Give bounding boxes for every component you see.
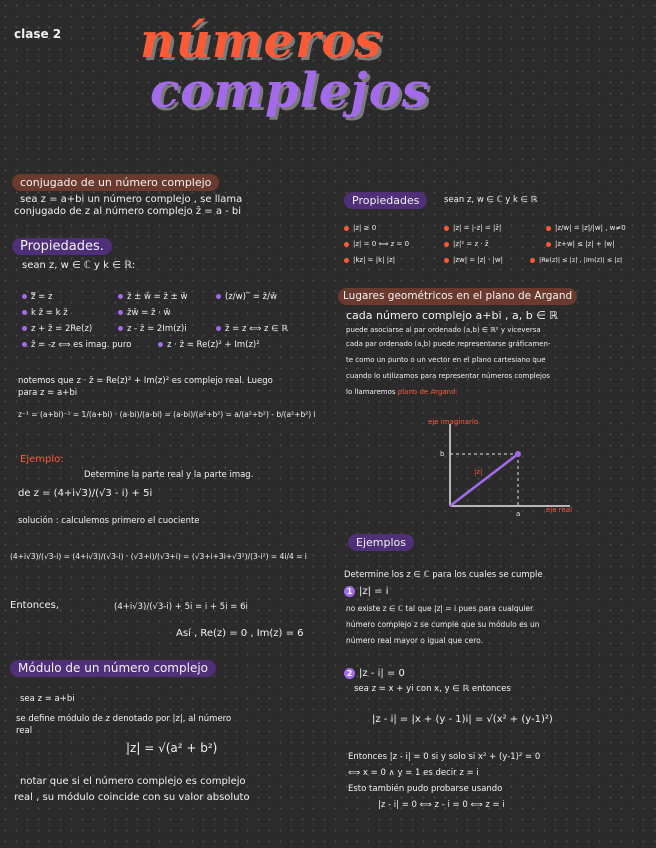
example-2-number: 2: [344, 668, 355, 679]
example-2-entonces: Entonces |z - i| = 0 si y solo si x² + (y-1)² = 0: [348, 752, 541, 762]
right-prop-item: |kz| = |k| |z|: [344, 256, 395, 265]
bullet-icon: [118, 326, 123, 331]
prop-item: z̿ = z: [22, 292, 52, 303]
right-prop-item: |z/w| = |z|/|w| , w≠0: [546, 224, 626, 233]
example-1-text: número complejo z se cumple que su módulo es un: [346, 620, 540, 629]
propiedades-heading: Propiedades.: [12, 238, 112, 255]
prop-item: (z/w)‾ = z̄/w̄: [216, 292, 277, 303]
ejemplo-heading: Ejemplo:: [20, 454, 64, 465]
bullet-icon: [216, 326, 221, 331]
lugares-line: cada número complejo a+bi , a, b ∈ ℝ: [346, 309, 559, 322]
example-1-text: número real mayor o igual que cero.: [346, 636, 483, 645]
ejemplo-text-1: Determine la parte real y la parte imag.: [84, 470, 254, 480]
b-label: b: [440, 450, 445, 458]
right-propiedades-heading: Propiedades: [344, 192, 427, 209]
conjugado-heading: conjugado de un número complejo: [12, 174, 219, 191]
inverse-formula: z⁻¹ = (a+bi)⁻¹ = 1/(a+bi) · (a-bi)/(a-bi) = (a-bi)/(a²+b²) = a/(a²+b²) - b/(a²+b²) i: [18, 410, 316, 419]
clase-label: clase 2: [14, 27, 62, 41]
bullet-icon: [344, 258, 349, 263]
modulo-formula: |z| = √(a² + b²): [126, 741, 218, 755]
entonces-label: Entonces,: [10, 600, 60, 611]
example-1-number: 1: [344, 586, 355, 597]
lugares-line: lo llamaremos plano de Argand.: [346, 388, 458, 396]
example-2-line: ⟺ x = 0 ∧ y = 1 es decir z = i: [348, 768, 479, 778]
bullet-icon: [22, 326, 27, 331]
example-2-line: Esto también pudo probarse usando: [348, 784, 503, 794]
bullet-icon: [22, 310, 27, 315]
right-prop-item: |z| = |-z| = |z̄|: [444, 224, 501, 233]
right-prop-item: |zw| = |z| · |w|: [444, 256, 503, 265]
notemos-text-1: notemos que z · z̄ = Re(z)² + Im(z)² es complejo real. Luego: [18, 376, 273, 386]
modulo-def-2: real: [16, 726, 33, 736]
prop-item: k z̄ = k z̄: [22, 308, 68, 319]
bullet-icon: [118, 310, 123, 315]
eje-imag-label: eje imaginario: [428, 418, 479, 426]
prop-item: z · z̄ = Re(z)² + Im(z)²: [158, 340, 260, 351]
lugares-line: te como un punto o un vector en el plano cartesiano que: [346, 356, 546, 364]
lugares-line: cuando lo utilizamos para representar números complejos: [346, 372, 550, 380]
bullet-icon: [344, 226, 349, 231]
title-complejos: complejos: [150, 63, 430, 119]
bullet-icon: [158, 342, 163, 347]
bullet-icon: [22, 294, 27, 299]
example-1-equation: 1 |z| = i: [344, 586, 389, 598]
conjugado-text-2: conjugado de z al número complejo z̄ = a - bi: [14, 206, 242, 217]
prop-item: z - z̄ = 2Im(z)i: [118, 324, 187, 335]
bullet-icon: [444, 258, 449, 263]
prop-item: z̄ = z ⟺ z ∈ ℝ: [216, 324, 288, 335]
example-2-line: |z - i| = 0 ⟺ z - i = 0 ⟺ z = i: [378, 800, 505, 810]
right-prop-item: |z| = 0 ⟺ z = 0: [344, 240, 409, 249]
prop-item: z + z̄ = 2Re(z): [22, 324, 92, 335]
z-point: [515, 451, 521, 457]
bullet-icon: [546, 226, 551, 231]
notar-text-1: notar que si el número complejo es complejo: [20, 776, 246, 787]
title-numeros: números: [140, 13, 383, 69]
bullet-icon: [546, 242, 551, 247]
right-propiedades-sean: sean z, w ∈ ℂ y k ∈ ℝ: [444, 195, 538, 205]
prop-item: z̄ = -z ⟺ es imag. puro: [22, 340, 131, 351]
modz-label: |z|: [474, 468, 483, 476]
modulo-heading: Módulo de un número complejo: [10, 660, 216, 677]
right-prop-item: |z|² = z · z̄: [444, 240, 489, 249]
z-vector: [450, 454, 518, 506]
modulo-def-1: se define módulo de z denotado por |z|, al número: [16, 714, 232, 724]
conjugado-text-1: sea z = a+bi un número complejo , se llama: [20, 194, 243, 205]
prop-item: z̄ ± w̄ = z̄ ± w̄: [118, 292, 187, 303]
example-2-formula: |z - i| = |x + (y - 1)i| = √(x² + (y-1)²): [372, 714, 553, 725]
ejemplos-intro: Determine los z ∈ ℂ para los cuales se cumple: [344, 570, 543, 580]
bullet-icon: [530, 258, 535, 263]
bullet-icon: [216, 294, 221, 299]
lugares-line: cada par ordenado (a,b) puede representarse gráficamen-: [346, 340, 551, 348]
asi-result: Así , Re(z) = 0 , Im(z) = 6: [176, 628, 304, 639]
bullet-icon: [444, 226, 449, 231]
ejemplos-heading: Ejemplos: [348, 534, 414, 551]
solucion-text: solución : calculemos primero el cuociente: [18, 516, 200, 526]
entonces-formula: (4+i√3)/(√3-i) + 5i = i + 5i = 6i: [114, 602, 248, 612]
modulo-sea: sea z = a+bi: [20, 694, 75, 704]
example-1-text: no existe z ∈ ℂ tal que |z| = i pues para cualquier: [346, 604, 534, 613]
example-2-equation: 2 |z - i| = 0: [344, 668, 405, 680]
eje-real-label: eje real: [546, 506, 573, 514]
example-2-sea: sea z = x + yi con x, y ∈ ℝ entonces: [354, 684, 511, 694]
right-prop-item: |z| ≥ 0: [344, 224, 376, 233]
right-prop-item: |z+w| ≤ |z| + |w|: [546, 240, 614, 249]
ejemplo-text-2: de z = (4+i√3)/(√3 - i) + 5i: [18, 488, 153, 499]
prop-item: z̄w̄ = z̄ · w̄: [118, 308, 170, 319]
notar-text-2: real , su módulo coincide con su valor absoluto: [14, 792, 250, 803]
bullet-icon: [444, 242, 449, 247]
a-label: a: [516, 510, 521, 518]
plano-argand-highlight: plano de Argand.: [397, 388, 458, 396]
bullet-icon: [118, 294, 123, 299]
right-prop-item: |Re(z)| ≤ |z| , |Im(z)| ≤ |z|: [530, 256, 622, 265]
solucion-formula: (4+i√3)/(√3-i) = (4+i√3)/(√3-i) · (√3+i)/(√3+i) = (√3+i+3i+√3²)/(3-i²) = 4i/4 = i: [10, 552, 307, 561]
argand-plane-graph: [420, 414, 596, 518]
bullet-icon: [22, 342, 27, 347]
propiedades-sean: sean z, w ∈ ℂ y k ∈ ℝ:: [22, 260, 136, 271]
lugares-heading: Lugares geométricos en el plano de Argand: [338, 288, 577, 305]
lugares-line: puede asociarse al par ordenado (a,b) ∈ ℝ² y viceversa: [346, 326, 541, 334]
bullet-icon: [344, 242, 349, 247]
notemos-text-2: para z = a+bi: [18, 388, 78, 398]
